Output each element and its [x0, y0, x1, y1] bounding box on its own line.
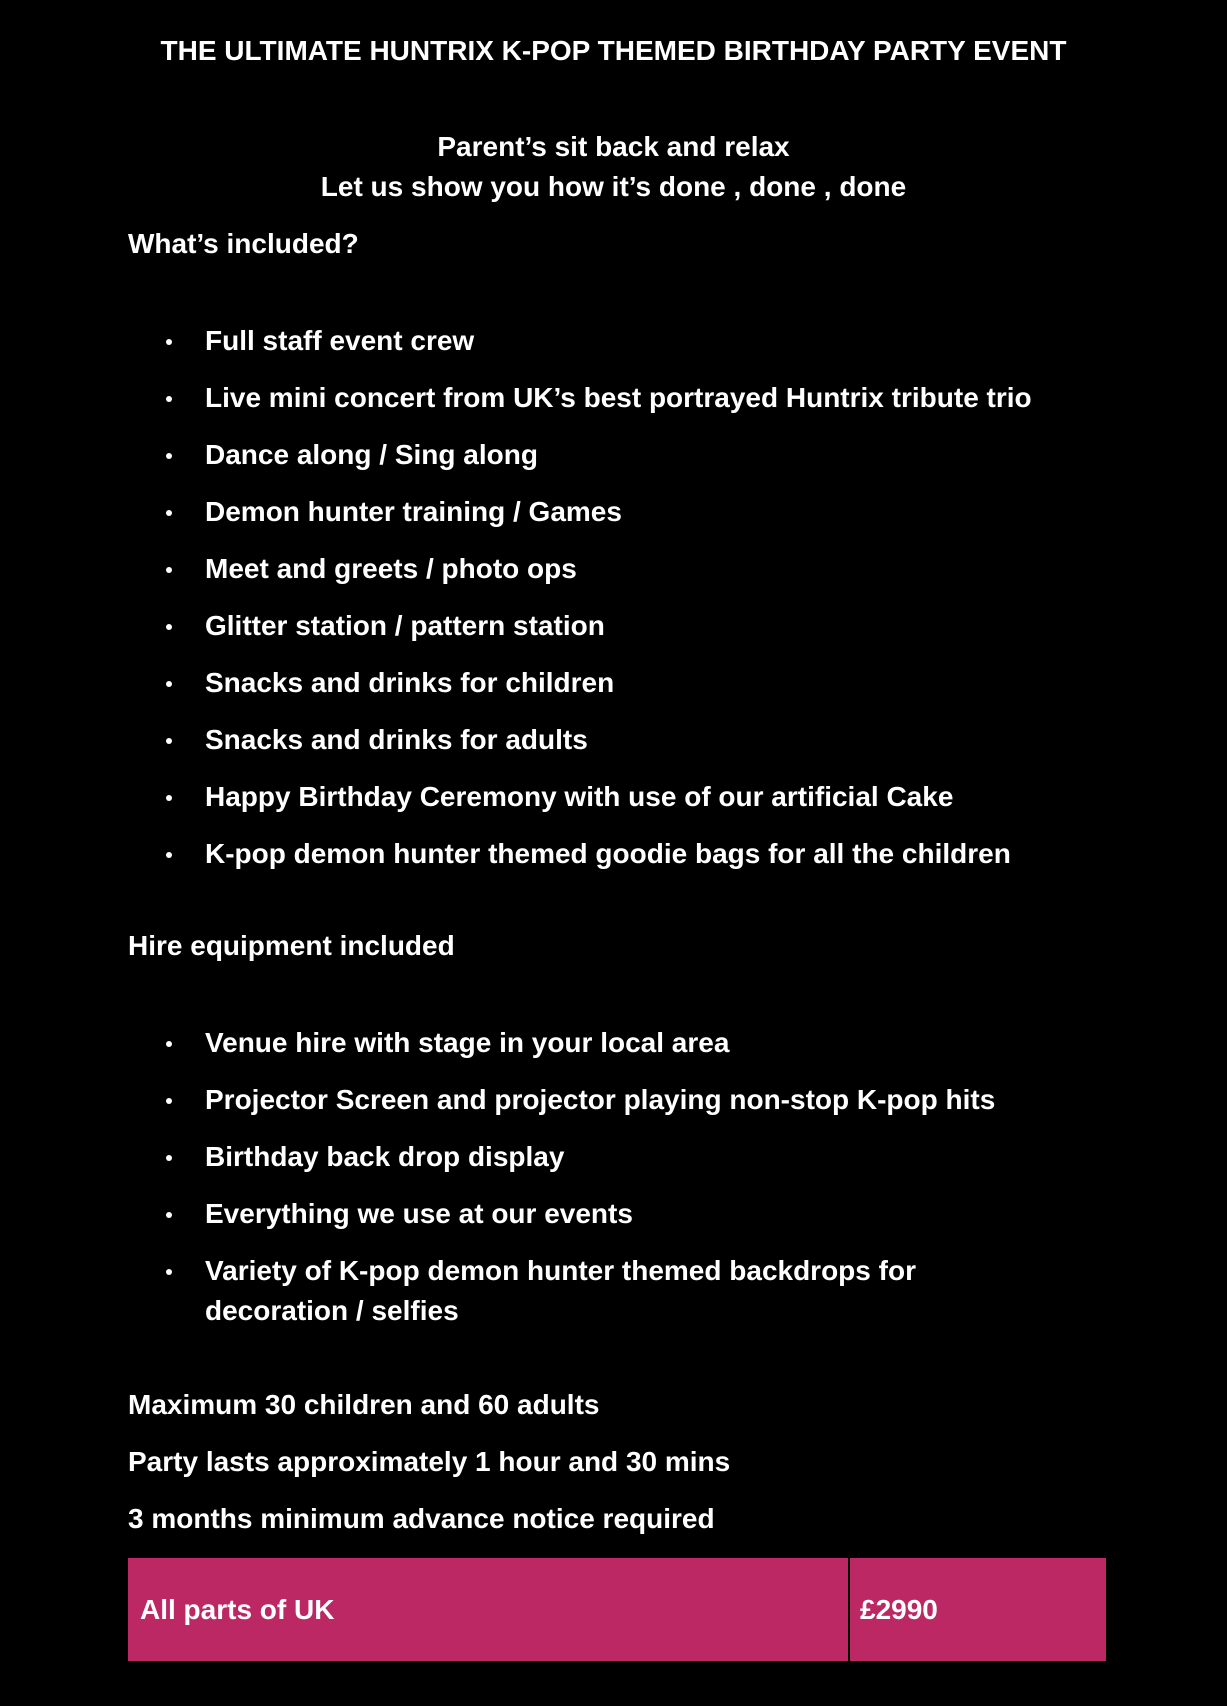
- tagline-line-2: Let us show you how it’s done , done , done: [320, 171, 907, 202]
- included-heading: What’s included?: [128, 228, 359, 259]
- equipment-item-text: Venue hire with stage in your local area: [205, 1027, 730, 1058]
- included-item-text: Full staff event crew: [205, 325, 475, 356]
- included-item-text: Demon hunter training / Games: [205, 496, 622, 527]
- included-item-text: Snacks and drinks for adults: [205, 724, 588, 755]
- included-item: [0, 378, 1227, 435]
- bullet-icon: [166, 795, 172, 801]
- included-item-text: Happy Birthday Ceremony with use of our artificial Cake: [205, 781, 954, 812]
- pricing-price: £2990: [860, 1593, 938, 1625]
- pricing-table: [128, 1558, 1106, 1661]
- included-item: [0, 606, 1227, 663]
- included-list: [0, 321, 1227, 891]
- equipment-item-text: Everything we use at our events: [205, 1198, 633, 1229]
- included-item-text: Snacks and drinks for children: [205, 667, 615, 698]
- included-item: [0, 777, 1227, 834]
- notice-text: 3 months minimum advance notice required: [128, 1503, 715, 1534]
- bullet-icon: [166, 396, 172, 402]
- equipment-item: [0, 1080, 1227, 1137]
- bullet-icon: [166, 1155, 172, 1161]
- included-item: [0, 492, 1227, 549]
- included-item: [0, 834, 1227, 891]
- bullet-icon: [166, 339, 172, 345]
- pricing-region: All parts of UK: [140, 1593, 335, 1625]
- included-item: [0, 549, 1227, 606]
- included-item: [0, 321, 1227, 378]
- equipment-item: [0, 1251, 1000, 1347]
- pricing-price-cell: [850, 1558, 1106, 1661]
- equipment-item: [0, 1137, 1227, 1194]
- bullet-icon: [166, 624, 172, 630]
- pricing-region-cell: [128, 1558, 850, 1661]
- included-item-text: Glitter station / pattern station: [205, 610, 605, 641]
- capacity-text: Maximum 30 children and 60 adults: [128, 1389, 600, 1420]
- included-item-text: K-pop demon hunter themed goodie bags for all the children: [205, 838, 1011, 869]
- bullet-icon: [166, 1212, 172, 1218]
- bullet-icon: [166, 1098, 172, 1104]
- included-item: [0, 720, 1227, 777]
- equipment-item: [0, 1194, 1227, 1251]
- included-item: [0, 663, 1227, 720]
- equipment-item-text: Projector Screen and projector playing non-stop K-pop hits: [205, 1084, 996, 1115]
- bullet-icon: [166, 852, 172, 858]
- bullet-icon: [166, 1041, 172, 1047]
- equipment-item-text: Variety of K-pop demon hunter themed backdrops for decoration / selfies: [205, 1255, 916, 1326]
- bullet-icon: [166, 510, 172, 516]
- included-item: [0, 435, 1227, 492]
- tagline-line-1: Parent’s sit back and relax: [437, 131, 790, 162]
- equipment-item: [0, 1023, 1227, 1080]
- included-item-text: Live mini concert from UK’s best portrayed Huntrix tribute trio: [205, 382, 1032, 413]
- equipment-list: [0, 1023, 1227, 1347]
- bullet-icon: [166, 681, 172, 687]
- page-title: THE ULTIMATE HUNTRIX K-POP THEMED BIRTHDAY PARTY EVENT: [160, 35, 1067, 66]
- equipment-heading: Hire equipment included: [128, 930, 455, 961]
- bullet-icon: [166, 567, 172, 573]
- duration-text: Party lasts approximately 1 hour and 30 mins: [128, 1446, 731, 1477]
- bullet-icon: [166, 453, 172, 459]
- included-item-text: Dance along / Sing along: [205, 439, 538, 470]
- equipment-item-text: Birthday back drop display: [205, 1141, 565, 1172]
- bullet-icon: [166, 1269, 172, 1275]
- included-item-text: Meet and greets / photo ops: [205, 553, 577, 584]
- bullet-icon: [166, 738, 172, 744]
